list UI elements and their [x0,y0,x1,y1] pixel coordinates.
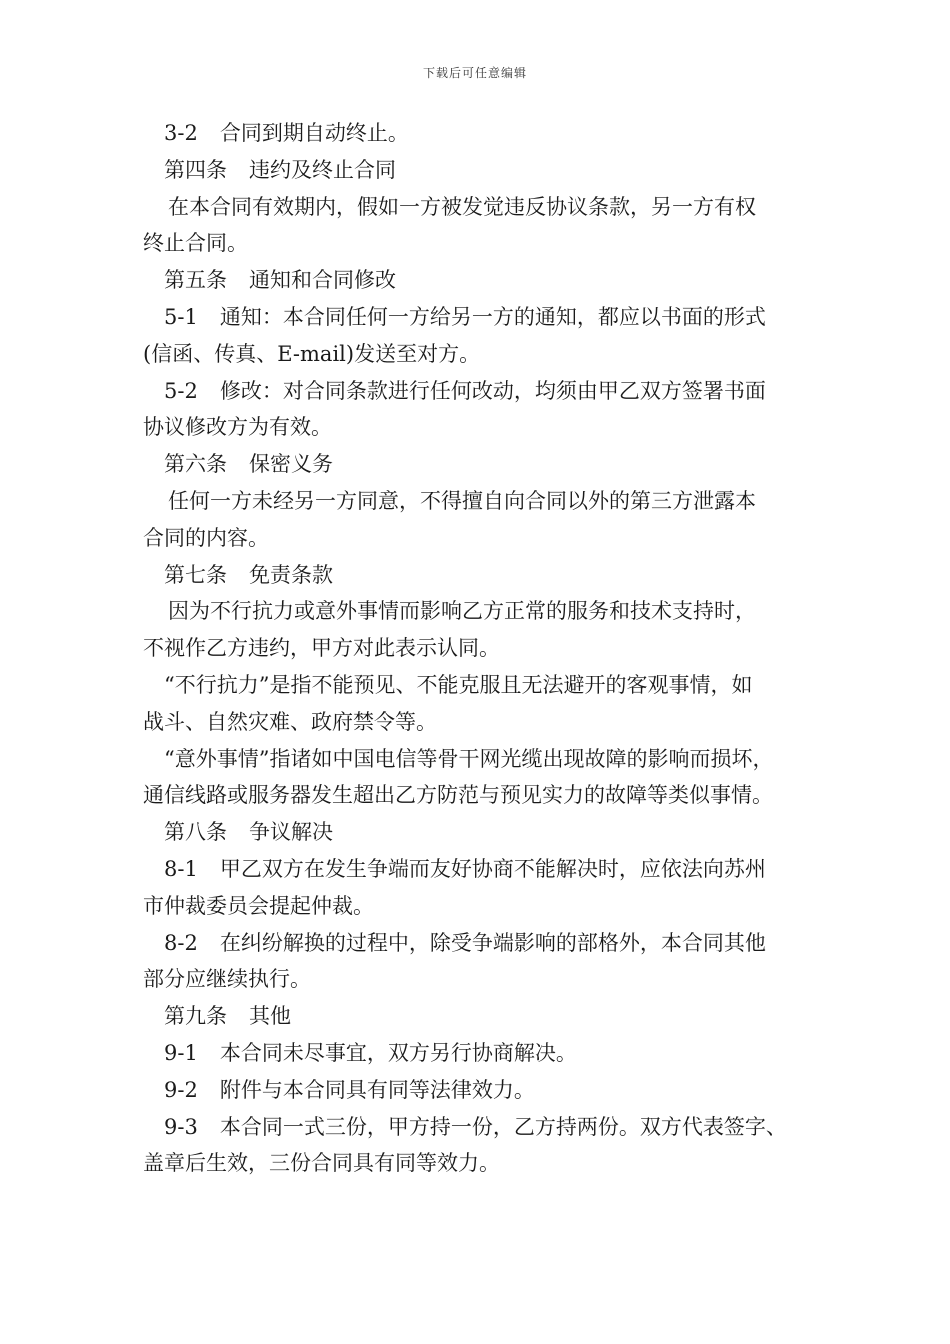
clause-8-1 [143,851,833,888]
article-heading: 其他 [249,1004,291,1029]
clause-text: 通知：本合同任何一方给另一方的通知，都应以书面的形式 [219,304,766,329]
clause-number: 8-2 [164,930,198,955]
article-number: 第七条 [164,562,227,587]
clause-text: 合同到期自动终止。 [219,121,409,145]
clause-number: 9-3 [164,1114,198,1139]
article-heading: 通知和合同修改 [249,268,396,293]
clause-9-2 [143,1072,833,1109]
article-4-paragraph-cont: 终止合同。 [143,231,248,256]
clause-9-1 [143,1035,833,1072]
article-number: 第八条 [164,820,227,845]
clause-8-1-cont: 市仲裁委员会提起仲裁。 [143,893,374,918]
article-4-title [143,152,833,189]
document-body [143,115,833,1182]
article-9-title [143,998,833,1035]
article-heading: 保密义务 [249,452,333,477]
clause-5-1 [143,299,833,336]
article-7-title [143,557,833,594]
article-5-title [143,262,833,299]
clause-number: 9-2 [164,1077,198,1102]
article-number: 第五条 [164,268,227,293]
article-6-title [143,446,833,483]
clause-text: 本合同一式三份，甲方持一份，乙方持两份。双方代表签字、 [219,1114,787,1139]
clause-5-2 [143,373,833,410]
article-number: 第九条 [164,1004,227,1029]
article-6-paragraph-cont: 合同的内容。 [143,525,269,550]
clause-text: 修改：对合同条款进行任何改动，均须由甲乙双方签署书面 [219,378,766,403]
clause-8-2 [143,925,833,962]
clause-9-3-cont: 盖章后生效，三份合同具有同等效力。 [143,1151,500,1176]
clause-text: 本合同未尽事宜，双方另行协商解决。 [219,1040,577,1065]
page-header: 下载后可任意编辑 [422,66,527,80]
article-heading: 免责条款 [249,562,333,587]
article-heading: 违约及终止合同 [249,157,396,182]
clause-number: 5-1 [164,304,198,329]
clause-5-2-cont: 协议修改方为有效。 [143,415,332,440]
clause-text: 在纠纷解换的过程中，除受争端影响的部格外，本合同其他 [219,930,766,955]
clause-text: 附件与本合同具有同等法律效力。 [219,1077,535,1102]
clause-number: 8-1 [164,856,198,881]
article-4-paragraph: 在本合同有效期内，假如一方被发觉违反协议条款，另一方有权 [168,194,756,219]
clause-3-2 [143,115,833,152]
article-7-paragraph-3-cont: 通信线路或服务器发生超出乙方防范与预见实力的故障等类似事情。 [143,783,773,808]
article-7-paragraph-3: “意外事情”指诸如中国电信等骨干网光缆出现故障的影响而损坏， [164,746,774,771]
clause-number: 9-1 [164,1040,198,1065]
clause-number: 5-2 [164,378,198,403]
clause-5-1-cont: (信函、传真、E-mail)发送至对方。 [143,341,481,366]
article-number: 第四条 [164,157,227,182]
article-heading: 争议解决 [249,820,333,845]
clause-9-3 [143,1109,833,1146]
article-number: 第六条 [164,452,227,477]
article-6-paragraph: 任何一方未经另一方同意，不得擅自向合同以外的第三方泄露本 [168,488,756,513]
clause-8-2-cont: 部分应继续执行。 [143,967,311,992]
article-7-paragraph-2: “不行抗力”是指不能预见、不能克服且无法避开的客观事情，如 [164,672,753,697]
article-8-title [143,814,833,851]
clause-text: 甲乙双方在发生争端而友好协商不能解决时，应依法向苏州 [219,856,766,881]
article-7-paragraph-1: 因为不行抗力或意外事情而影响乙方正常的服务和技术支持时， [168,599,756,624]
article-7-paragraph-2-cont: 战斗、自然灾难、政府禁令等。 [143,709,437,734]
article-7-paragraph-1-cont: 不视作乙方违约，甲方对此表示认同。 [143,636,500,661]
clause-number: 3-2 [164,121,198,145]
